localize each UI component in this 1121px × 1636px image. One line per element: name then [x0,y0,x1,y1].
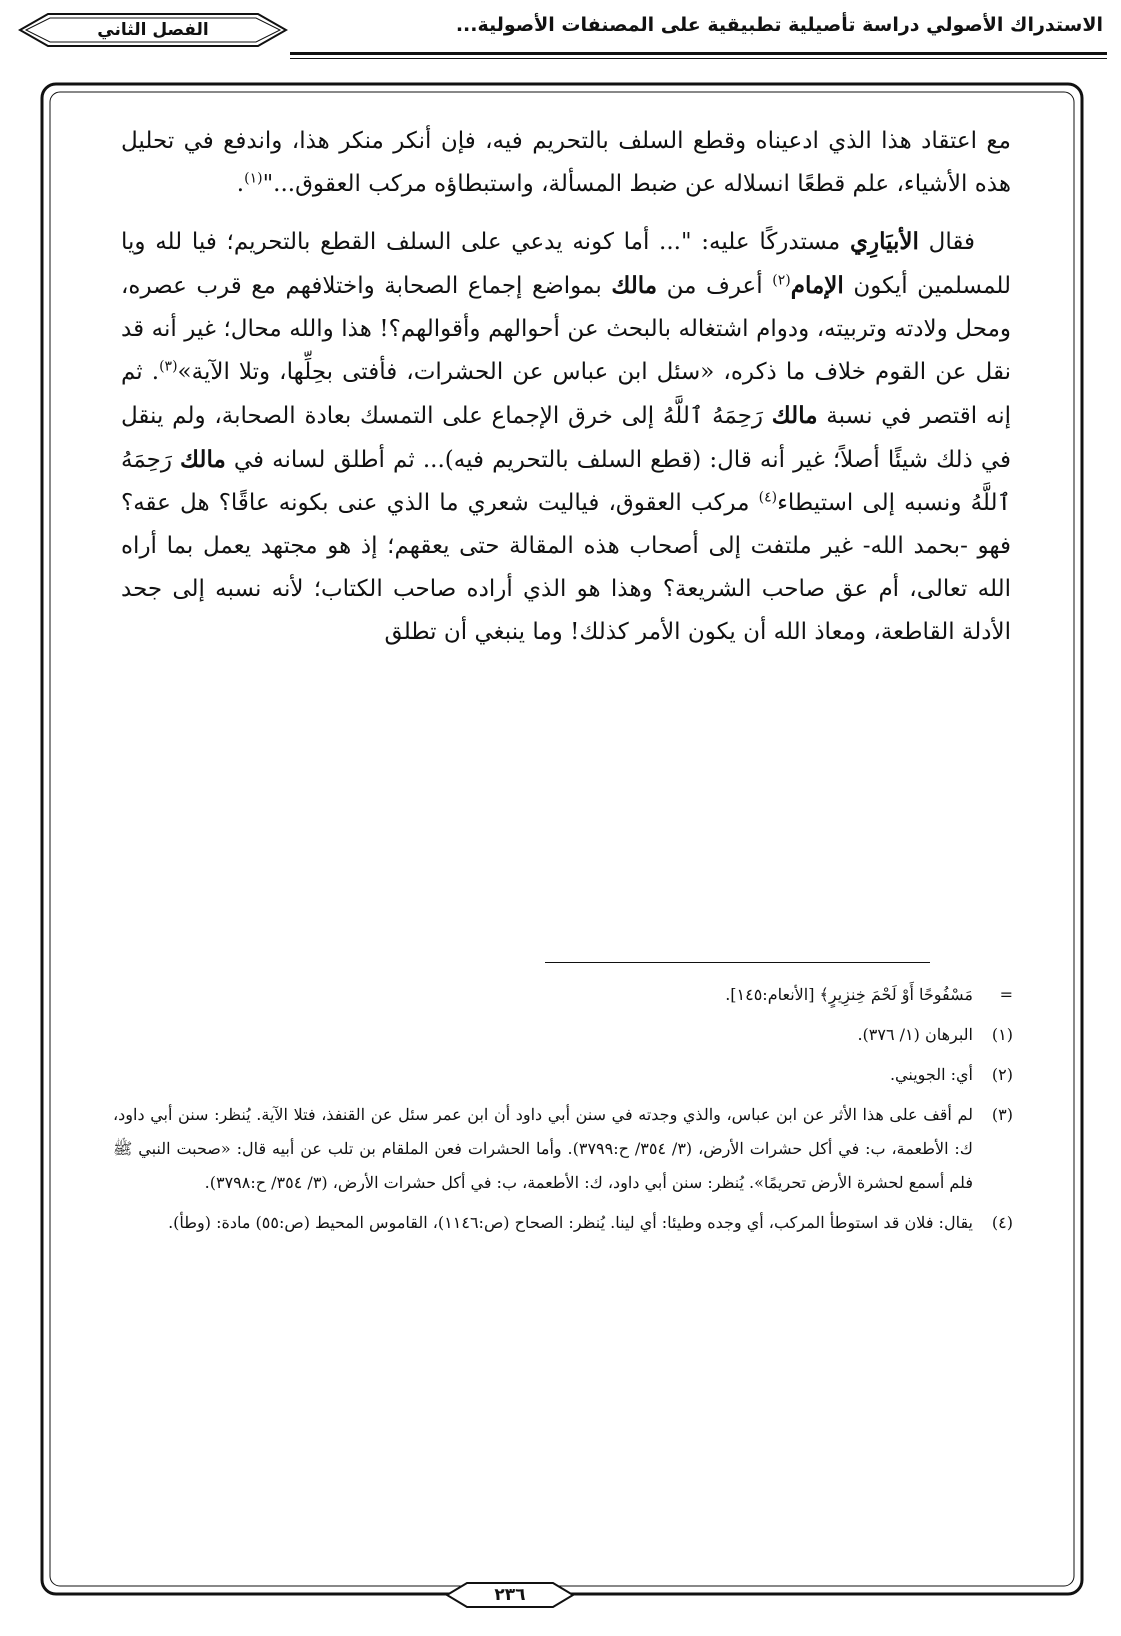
p2-e: . ثم إنه اقتصر في نسبة [121,359,1011,429]
page-number: ٢٣٦ [494,1585,526,1605]
p2-c: أعرف من [657,273,773,299]
name-malik-2: مالك [771,402,818,429]
footnote-continuation-marker: = [999,985,1013,1004]
footnote-separator [545,962,930,963]
p2-h: مركب العقوق، فياليت شعري ما الذي عنى بكونه عاقًا؟ هل عقه؟ فهو -بحمد الله- غير ملتفت إلى أصحاب هذه المقالة حتى يعقهم؛ إذ هو مجتهد يعمل بما أراه الله تعالى، أم عق صاحب الشريعة؟ وهذا هو الذي أراده صاحب الكتاب؛ لأنه نسبه إلى جحد الأدلة القاطعة، ومعاذ الله أن يكون الأمر كذلك! وما ينبغي أن تطلق [121,490,1011,645]
page-number-badge [445,1580,575,1610]
paragraph-1-end: . [236,171,245,197]
p2-b: مستدركًا عليه: "... أما كونه يدعي على السلف القطع بالتحريم؛ فيا لله ويا للمسلمين أيكون [121,229,1011,299]
footnote-continuation [113,978,1013,1012]
footnote-4-number: (٤) [991,1213,1013,1232]
footnote-ref-4[interactable]: (٤) [758,489,778,506]
name-malik-3: مالك [180,446,226,473]
paragraph-1 [121,120,1011,206]
footnote-3 [113,1098,1013,1200]
name-imam: الإمام [790,272,844,299]
footnote-1-text: البرهان (١/ ٣٧٦). [857,1025,973,1044]
name-abyari: الأبيَارِي [849,228,919,255]
footnote-4-text: يقال: فلان قد استوطأ المركب، أي وجده وطيئا: أي لينا. يُنظر: الصحاح (ص:١١٤٦)، القاموس المحيط (ص:٥٥) مادة: (وطأ). [168,1213,973,1232]
p2-a: فقال [918,229,975,255]
footnote-3-number: (٣) [991,1105,1013,1124]
footnote-ref-2[interactable]: (٢) [772,272,791,289]
footnote-continuation-text: مَسْفُوحًا أَوْ لَحْمَ خِنزِيرٍ﴾ [الأنعام:١٤٥]. [725,985,973,1004]
footnote-2-number: (٢) [991,1065,1013,1084]
paragraph-1-text: مع اعتقاد هذا الذي ادعيناه وقطع السلف بالتحريم فيه، فإن أنكر منكر هذا، واندفع في تحليل هذه الأشياء، علم قطعًا انسلاله عن ضبط المسألة، واستبطاؤه مركب العقوق..." [121,128,1011,197]
footnote-2-text: أي: الجويني. [889,1065,973,1084]
footnotes [113,978,1013,1246]
name-malik-1: مالك [611,272,658,299]
p2-d: بمواضع إجماع الصحابة واختلافهم مع قرب عصره، ومحل ولادته وتربيته، ودوام اشتغاله بالبحث عن أحوالهم وأقوالهم؟! هذا والله محال؛ غير أنه قد نقل عن القوم خلاف ما ذكره، «سئل ابن عباس عن الحشرات، فأفتى بحِلِّها، وتلا الآية» [121,273,1011,385]
footnote-ref-3[interactable]: (٣) [159,358,178,375]
p2-f: رَحِمَهُ ٱللَّهُ إلى خرق الإجماع على التمسك بعادة الصحابة، ولم ينقل في ذلك شيئًا أصلاً؛ غير أنه قال: (قطع السلف بالتحريم فيه)... ثم أطلق لسانه في [121,403,1011,473]
main-text [121,120,1011,668]
footnote-1 [113,1018,1013,1052]
footnote-4 [113,1206,1013,1240]
footnote-3-text: لم أقف على هذا الأثر عن ابن عباس، والذي وجدته في سنن أبي داود أن ابن عمر سئل عن القنفذ، فتلا الآية. يُنظر: سنن أبي داود، ك: الأطعمة، ب: في أكل حشرات الأرض، (٣/ ٣٥٤/ ح:٣٧٩٩). وأما الحشرات فعن الملقام بن تلب عن أبيه قال: «صحبت النبي ﷺ فلم أسمع لحشرة الأرض تحريمًا». يُنظر: سنن أبي داود، ك: الأطعمة، ب: في أكل حشرات الأرض، (٣/ ٣٥٤/ ح:٣٧٩٨). [113,1105,973,1192]
footnote-ref-1[interactable]: (١) [244,170,263,187]
running-title: الاستدراك الأصولي دراسة تأصيلية تطبيقية على المصنفات الأصولية... [455,14,1103,36]
footnote-2 [113,1058,1013,1092]
footnote-1-number: (١) [991,1025,1013,1044]
chapter-label: الفصل الثاني [97,20,209,40]
p2-g: رَحِمَهُ ٱللَّهُ ونسبه إلى استيطاء [121,447,1011,516]
paragraph-2 [121,220,1011,654]
